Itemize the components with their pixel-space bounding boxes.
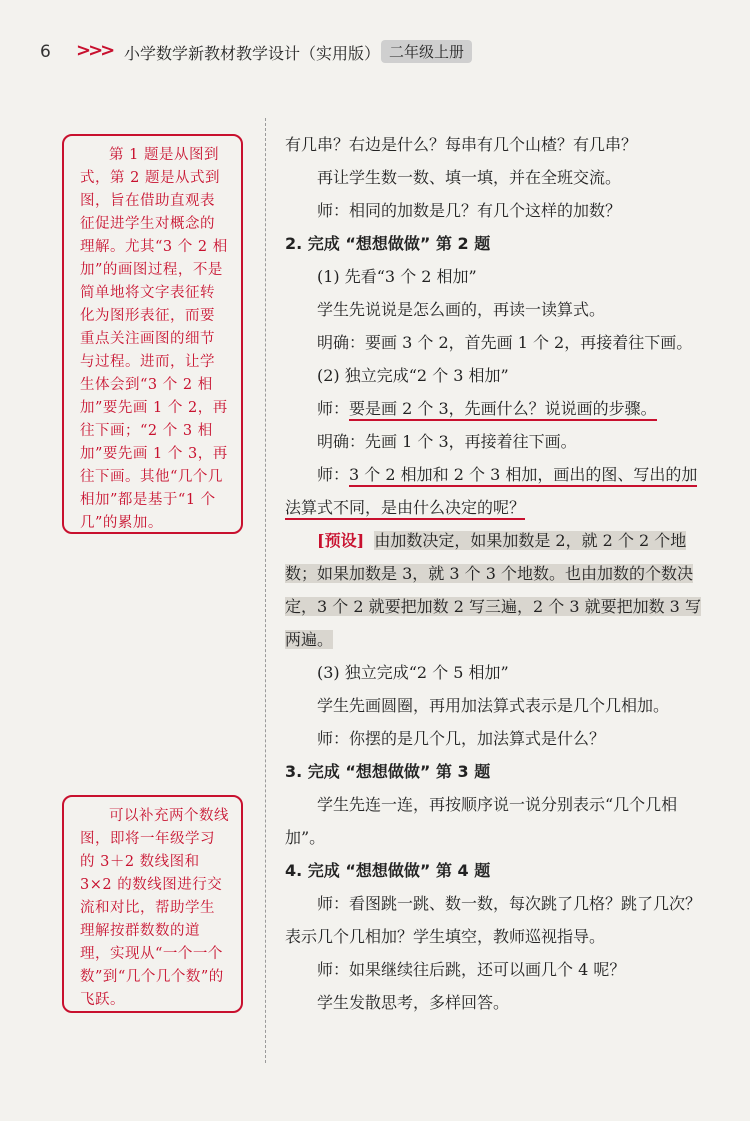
paragraph [285,524,713,656]
highlighted-answer: 由加数决定，如果加数是 2，就 2 个 2 个地数；如果加数是 3，就 3 个 3 个地数。也由加数的个数决定，3 个 2 就要把加数 2 写三遍，2 个 3 就要把加数 3 写两遍。 [285,531,701,649]
paragraph: 学生先画圆圈，再用加法算式表示是几个几相加。 [317,696,670,715]
margin-note-2: 可以补充两个数线图，即将一年级学习的 3＋2 数线图和 3×2 的数线图进行交流和对比，帮助学生理解按群数数的道理，实现从“一个一个数”到“几个几个数”的飞跃。 [62,795,243,1013]
speaker-label: 师： [317,465,350,484]
paragraph: 师：你摆的是几个几，加法算式是什么？ [317,729,606,748]
section-heading: 3. 完成 “想想做做” 第 3 题 [285,762,491,781]
margin-note-1: 第 1 题是从图到式，第 2 题是从式到图，旨在借助直观表征促进学生对概念的理解。尤其“3 个 2 相加”的画图过程，不是简单地将文字表征转化为图形表征，而要重点关注画图的细节与过程。进而，让学生体会到“3 个 2 相加”要先画 1 个 2，再往下画；“2 个 3 相加”要先画 1 个 3，再往下画。其他“几个几相加”都是基于“1 个几”的累加。 [62,134,243,534]
paragraph [285,458,713,524]
column-divider [265,118,266,1063]
section-heading: 2. 完成 “想想做做” 第 2 题 [285,234,491,253]
page-number: 6 [40,42,51,62]
book-title: 小学数学新教材教学设计（实用版） [124,44,381,63]
underlined-question: 3 个 2 相加和 2 个 3 相加，画出的图、写出的加法算式不同，是由什么决定的呢？ [285,465,697,520]
paragraph: 学生发散思考，多样回答。 [317,993,510,1012]
paragraph: 师：相同的加数是几？有几个这样的加数？ [317,201,622,220]
paragraph: 再让学生数一数、填一填，并在全班交流。 [317,168,622,187]
paragraph: 有几串？右边是什么？每串有几个山楂？有几串？ [285,135,638,154]
paragraph: 师：如果继续往后跳，还可以画几个 4 呢？ [317,960,626,979]
paragraph: 明确：要画 3 个 2，首先画 1 个 2，再接着往下画。 [317,333,693,352]
paragraph [285,392,713,425]
section-heading: 4. 完成 “想想做做” 第 4 题 [285,861,491,880]
preset-label: [预设] [317,531,365,550]
chevron-icon: >>> [76,40,113,61]
paragraph: 师：看图跳一跳、数一数，每次跳了几格？跳了几次？表示几个几相加？学生填空，教师巡视指导。 [285,894,702,946]
paragraph: 学生先说说是怎么画的，再读一读算式。 [317,300,606,319]
paragraph: (3) 独立完成“2 个 5 相加” [317,663,509,682]
paragraph: 明确：先画 1 个 3，再接着往下画。 [317,432,577,451]
grade-badge: 二年级上册 [381,40,472,63]
speaker-label: 师： [317,399,350,418]
underlined-question: 要是画 2 个 3，先画什么？说说画的步骤。 [349,399,657,421]
page-header [0,38,750,72]
paragraph: 学生先连一连，再按顺序说一说分别表示“几个几相加”。 [285,795,678,847]
paragraph: (2) 独立完成“2 个 3 相加” [317,366,509,385]
paragraph: (1) 先看“3 个 2 相加” [317,267,477,286]
main-content [285,128,713,1019]
